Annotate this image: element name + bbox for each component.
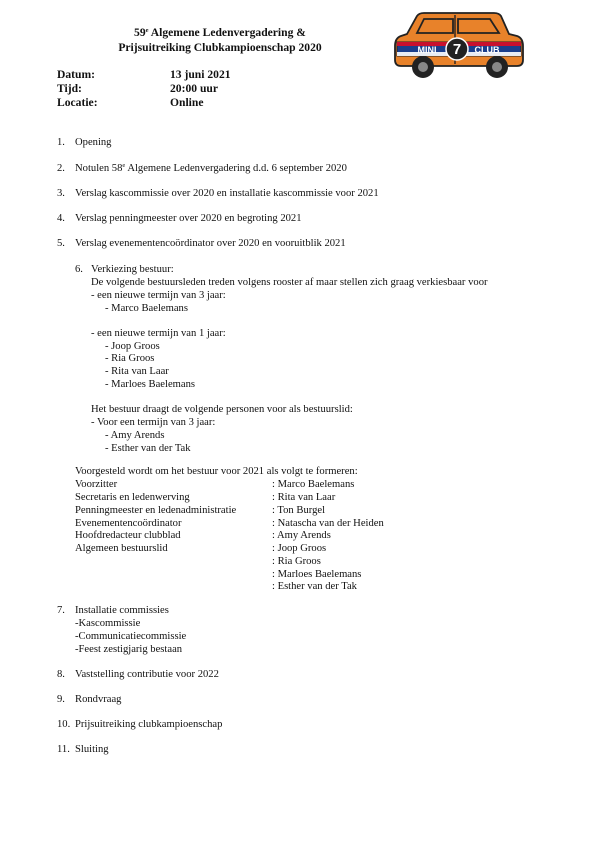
- term3-name: - Marco Baelemans: [105, 303, 188, 314]
- agenda-item-commissies: Installatie commissies: [75, 605, 169, 616]
- agenda-number-10: 10.: [57, 719, 71, 730]
- agenda-item-kascommissie: Verslag kascommissie over 2020 en installatie kascommissie voor 2021: [75, 188, 379, 199]
- meta-value-date: 13 juni 2021: [170, 68, 231, 81]
- document-title-line-2: Prijsuitreiking Clubkampioenschap 2020: [118, 41, 322, 54]
- commissie-item: -Feest zestigjarig bestaan: [75, 644, 183, 655]
- agenda-item-opening: Opening: [75, 137, 112, 148]
- board-name: : Marloes Baelemans: [272, 569, 362, 580]
- board-name: : Marco Baelemans: [272, 479, 355, 490]
- board-role: Evenementencoördinator: [75, 518, 182, 529]
- term1-name: - Ria Groos: [105, 353, 155, 364]
- agenda-number-7: 7.: [57, 605, 65, 616]
- meta-value-time: 20:00 uur: [170, 82, 218, 95]
- logo-number: 7: [452, 41, 462, 58]
- agenda-number-5: 5.: [57, 238, 65, 249]
- board-name: : Natascha van der Heiden: [272, 518, 384, 529]
- proposal-name: - Amy Arends: [105, 430, 165, 441]
- agenda-number-6: 6.: [75, 264, 83, 275]
- verkiezing-intro: De volgende bestuursleden treden volgens rooster af maar stellen zich graag verkiesbaar voor: [91, 277, 488, 288]
- agenda-number-1: 1.: [57, 137, 65, 148]
- board-role: Secretaris en ledenwerving: [75, 492, 190, 503]
- agenda-item-verkiezing-heading: Verkiezing bestuur:: [91, 264, 174, 275]
- agenda-number-3: 3.: [57, 188, 65, 199]
- meta-value-location: Online: [170, 96, 204, 109]
- agenda-number-11: 11.: [57, 744, 70, 755]
- agenda-item-prijsuitreiking: Prijsuitreiking clubkampioenschap: [75, 719, 223, 730]
- logo-text-club: CLUB: [474, 45, 500, 55]
- meta-label-time: Tijd:: [57, 82, 82, 95]
- commissie-item: -Communicatiecommissie: [75, 631, 187, 642]
- agenda-item-contributie: Vaststelling contributie voor 2022: [75, 669, 219, 680]
- board-role: Algemeen bestuurslid: [75, 543, 168, 554]
- commissie-item: -Kascommissie: [75, 618, 141, 629]
- board-name: : Esther van der Tak: [272, 581, 357, 592]
- agenda-number-9: 9.: [57, 694, 65, 705]
- agenda-number-8: 8.: [57, 669, 65, 680]
- board-name: : Ton Burgel: [272, 505, 326, 516]
- board-role: Hoofdredacteur clubblad: [75, 530, 181, 541]
- board-name: : Amy Arends: [272, 530, 331, 541]
- board-name: : Ria Groos: [272, 556, 321, 567]
- proposal-label: - Voor een termijn van 3 jaar:: [91, 417, 216, 428]
- logo-text-mini: MINI: [417, 45, 437, 55]
- board-role: Voorzitter: [75, 479, 118, 490]
- agenda-number-4: 4.: [57, 213, 65, 224]
- term1-name: - Marloes Baelemans: [105, 379, 196, 390]
- proposal-name: - Esther van der Tak: [105, 443, 191, 454]
- term1-label: - een nieuwe termijn van 1 jaar:: [91, 328, 226, 339]
- agenda-item-evenementen: Verslag evenementencoördinator over 2020 en vooruitblik 2021: [75, 238, 346, 249]
- board-intro: Voorgesteld wordt om het bestuur voor 2021 als volgt te formeren:: [75, 466, 358, 477]
- meta-label-location: Locatie:: [57, 96, 98, 109]
- document-title-line-1: 59e Algemene Ledenvergadering &: [134, 26, 306, 39]
- agenda-item-sluiting: Sluiting: [75, 744, 109, 755]
- agenda-item-penningmeester: Verslag penningmeester over 2020 en begroting 2021: [75, 213, 302, 224]
- agenda-item-rondvraag: Rondvraag: [75, 694, 122, 705]
- meta-label-date: Datum:: [57, 68, 95, 81]
- term1-name: - Rita van Laar: [105, 366, 169, 377]
- mini-seven-club-logo: [393, 12, 525, 80]
- proposal-intro: Het bestuur draagt de volgende personen voor als bestuurslid:: [91, 404, 353, 415]
- board-name: : Joop Groos: [272, 543, 327, 554]
- term3-label: - een nieuwe termijn van 3 jaar:: [91, 290, 226, 301]
- term1-name: - Joop Groos: [105, 341, 160, 352]
- board-name: : Rita van Laar: [272, 492, 336, 503]
- board-role: Penningmeester en ledenadministratie: [75, 505, 237, 516]
- agenda-number-2: 2.: [57, 163, 65, 174]
- agenda-item-notulen: Notulen 58e Algemene Ledenvergadering d.d. 6 september 2020: [75, 162, 347, 174]
